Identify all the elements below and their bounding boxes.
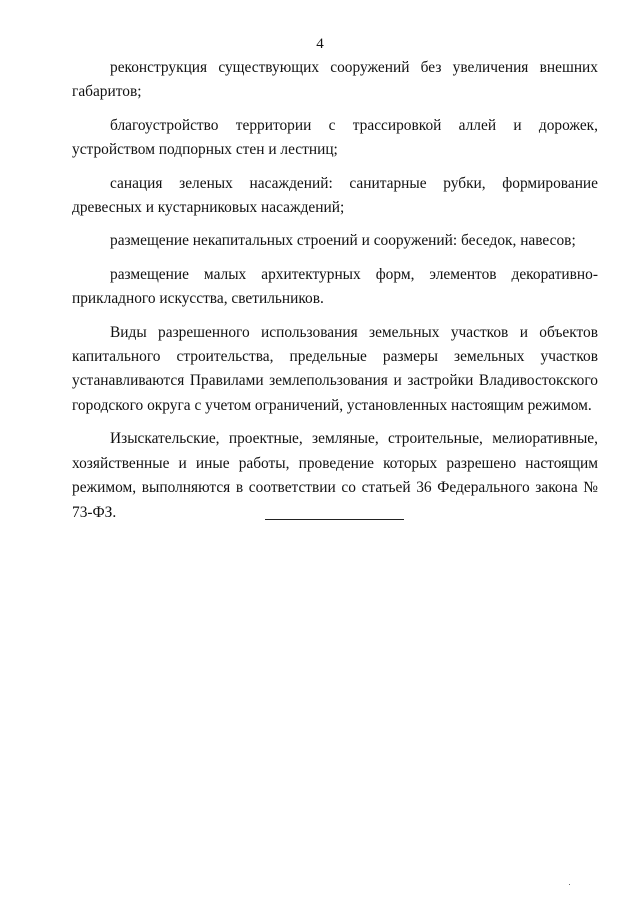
paragraph-green-sanitation: санация зеленых насаждений: санитарные рубки, формирование древесных и кустарниковых насаждений;	[72, 174, 598, 217]
paragraph-permitted-use: Виды разрешенного использования земельных участков и объектов капитального строительства, предельные размеры земельных участков устанавливаются Правилами землепользования и застройки Владивостокского городского округа с учетом ограничений, установленных настоящим режимом.	[72, 323, 598, 414]
page-number: 4	[316, 36, 324, 52]
paragraph-landscaping: благоустройство территории с трассировкой аллей и дорожек, устройством подпорных стен и лестниц;	[72, 116, 598, 159]
paragraph-small-architectural-forms: размещение малых архитектурных форм, элементов декоративно-прикладного искусства, светильников.	[72, 265, 598, 308]
scan-artifact-dot	[569, 884, 570, 885]
document-body	[72, 56, 598, 525]
paragraph-reconstruction: реконструкция существующих сооружений без увеличения внешних габаритов;	[72, 59, 598, 101]
paragraph-temporary-structures: размещение некапитальных строений и сооружений: беседок, навесов;	[110, 232, 576, 250]
paragraph-works-compliance: Изыскательские, проектные, земляные, строительные, мелиоративные, хозяйственные и иные работы, проведение которых разрешено настоящим режимом, выполняются в соответствии со статьей 36 Федерального закона № 73-ФЗ.	[72, 430, 598, 521]
end-separator-line	[265, 519, 404, 520]
